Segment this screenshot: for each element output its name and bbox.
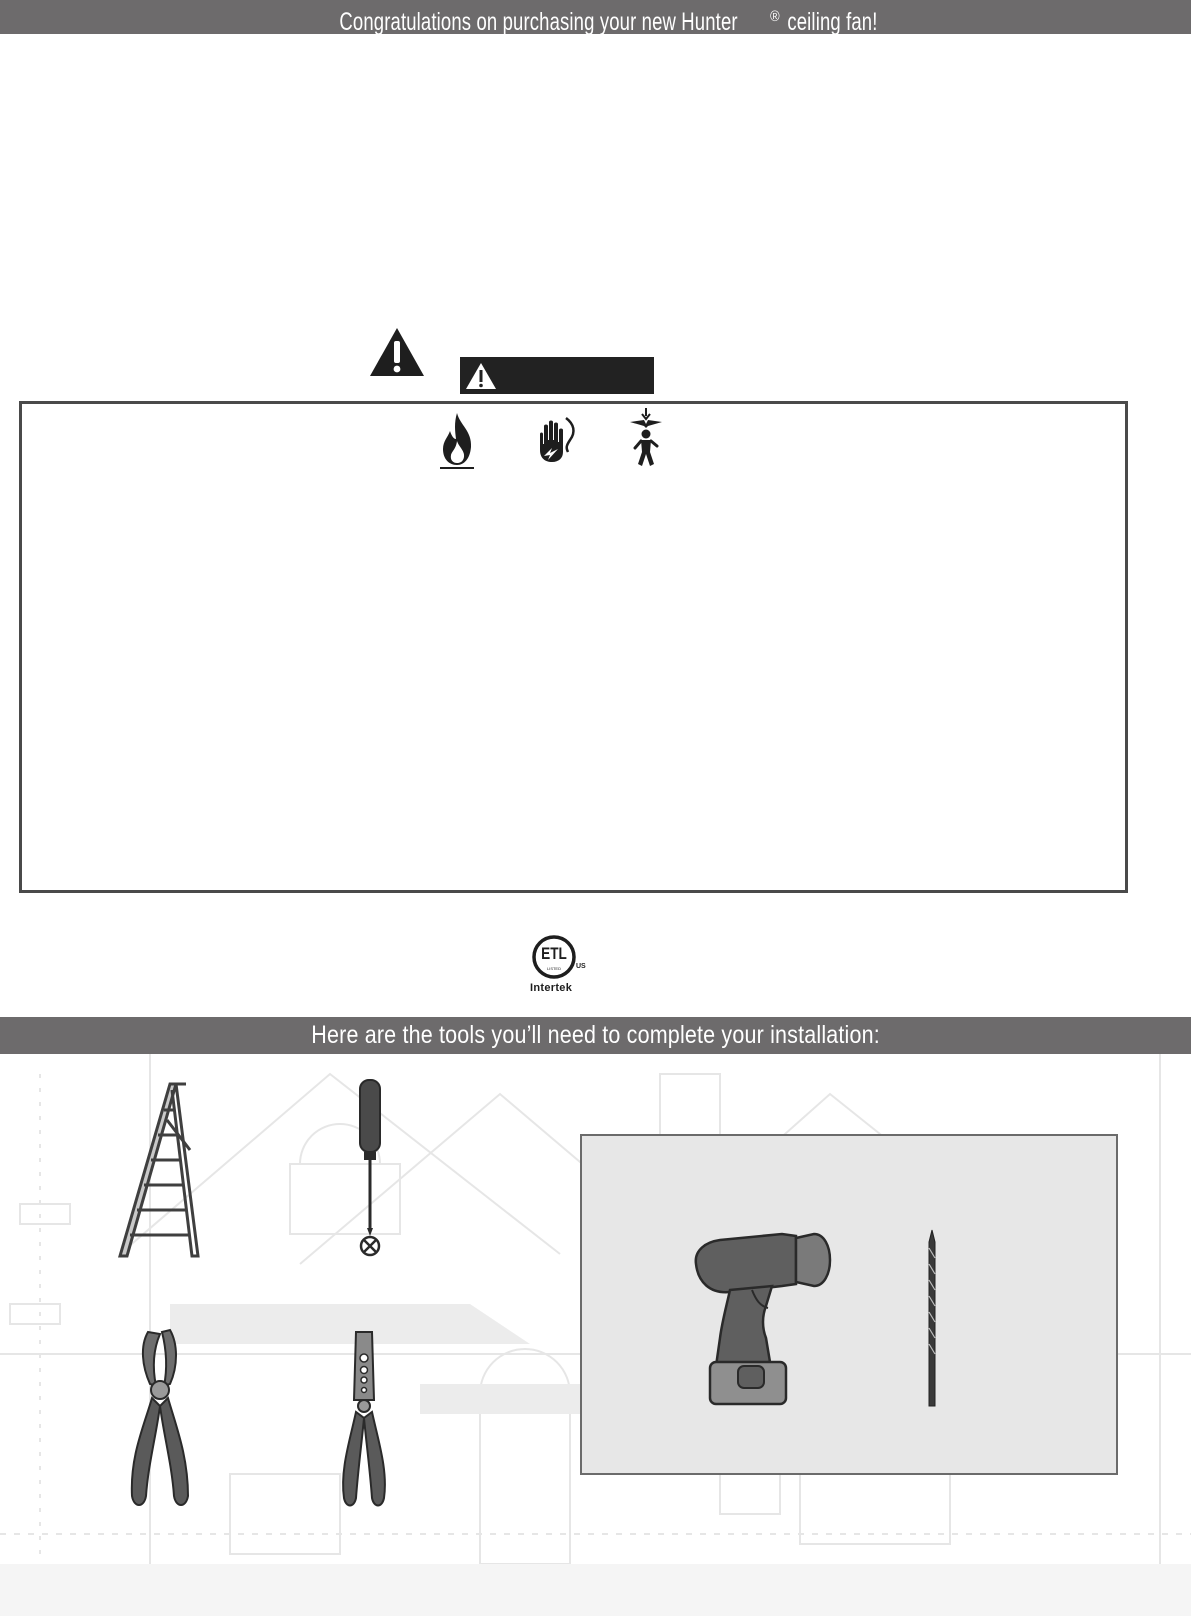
etl-certification-mark bbox=[528, 935, 590, 999]
tools-section-band bbox=[0, 1017, 1191, 1054]
fire-icon bbox=[438, 411, 476, 471]
electric-shock-icon bbox=[536, 416, 578, 466]
registered-mark: ® bbox=[769, 8, 780, 25]
warning-banner bbox=[460, 357, 654, 394]
wire-stripper-icon bbox=[334, 1330, 394, 1510]
warning-triangle-icon bbox=[464, 361, 498, 391]
footer-strip bbox=[0, 1564, 1191, 1616]
pliers-icon bbox=[126, 1326, 196, 1510]
tools-section-title: Here are the tools you’ll need to complete your installation: bbox=[311, 1021, 880, 1049]
safety-alert-icon bbox=[368, 326, 426, 378]
etl-country: US bbox=[576, 963, 586, 970]
step-ladder-icon bbox=[112, 1080, 202, 1262]
etl-listed: LISTED bbox=[546, 966, 561, 971]
etl-letters: ETL bbox=[541, 944, 567, 963]
intertek-brand: Intertek bbox=[530, 982, 573, 994]
warning-box bbox=[19, 401, 1128, 893]
page-title: Congratulations on purchasing your new Hunter ®ceiling fan! bbox=[339, 8, 877, 37]
power-tools-panel bbox=[580, 1134, 1118, 1475]
cordless-drill-icon bbox=[690, 1228, 840, 1410]
falling-fan-icon bbox=[628, 408, 664, 470]
drill-bit-icon bbox=[924, 1228, 940, 1410]
page-title-band bbox=[0, 0, 1191, 37]
screwdriver-icon bbox=[354, 1078, 386, 1260]
